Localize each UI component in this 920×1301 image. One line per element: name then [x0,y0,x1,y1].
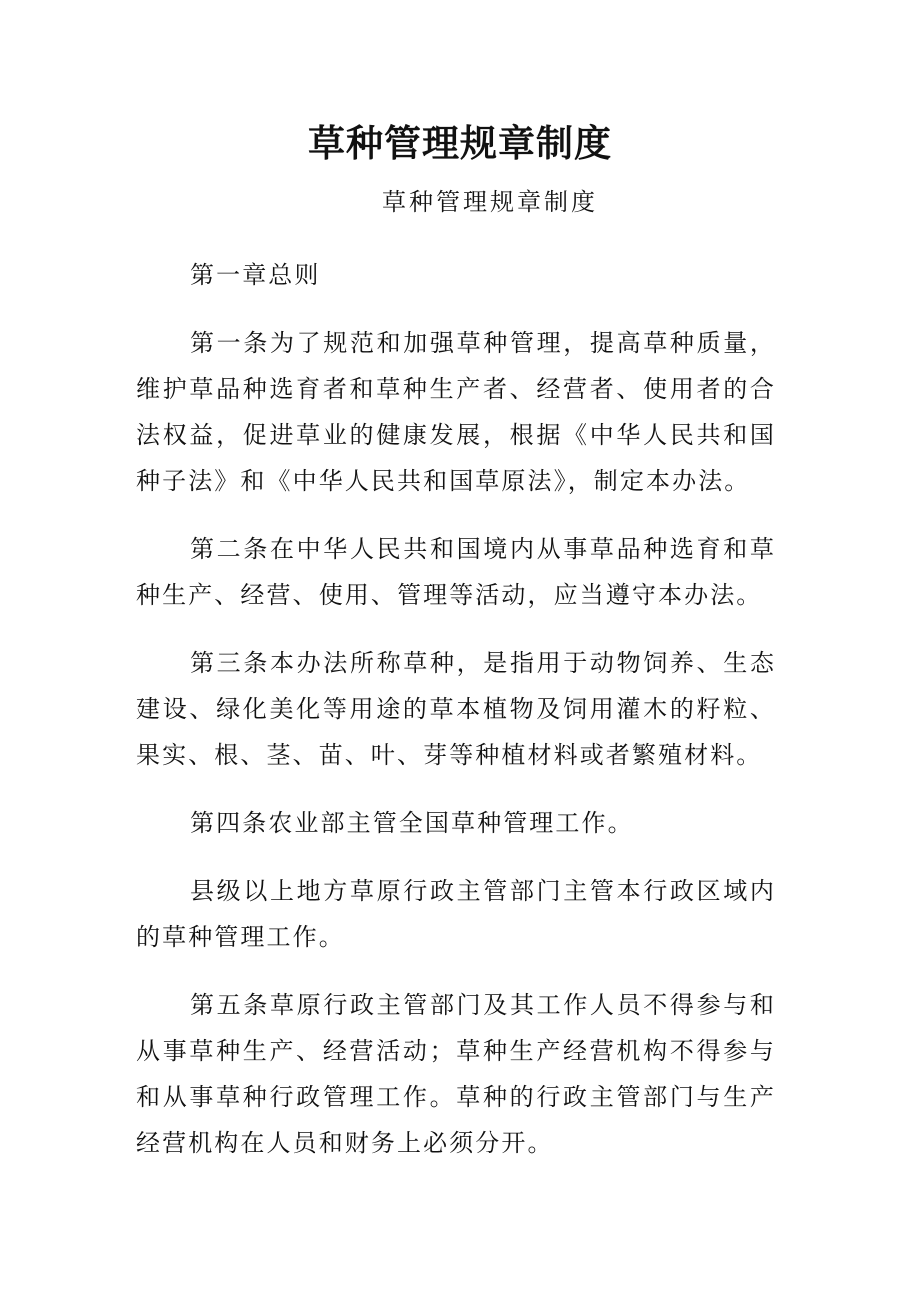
article-4: 第四条农业部主管全国草种管理工作。 [190,809,634,837]
article-1: 第一条为了规范和加强草种管理，提高草种质量，维护草品种选育者和草种生产者、经营者、使用者的合法权益，促进草业的健康发展，根据《中华人民共和国种子法》和《中华人民共和国草原法》，制定本办法。 [136,329,776,495]
document-title: 草种管理规章制度 [308,122,612,165]
document-subtitle: 草种管理规章制度 [382,188,598,216]
article-3: 第三条本办法所称草种，是指用于动物饲养、生态建设、绿化美化等用途的草本植物及饲用灌木的籽粒、果实、根、茎、苗、叶、芽等种植材料或者繁殖材料。 [136,649,776,769]
article-4-clause-2: 县级以上地方草原行政主管部门主管本行政区域内的草种管理工作。 [136,877,776,951]
article-5: 第五条草原行政主管部门及其工作人员不得参与和从事草种生产、经营活动；草种生产经营机构不得参与和从事草种行政管理工作。草种的行政主管部门与生产经营机构在人员和财务上必须分开。 [136,991,776,1157]
document-body [136,252,776,1188]
article-2: 第二条在中华人民共和国境内从事草品种选育和草种生产、经营、使用、管理等活动，应当遵守本办法。 [136,535,776,609]
chapter-heading: 第一章总则 [190,261,321,289]
